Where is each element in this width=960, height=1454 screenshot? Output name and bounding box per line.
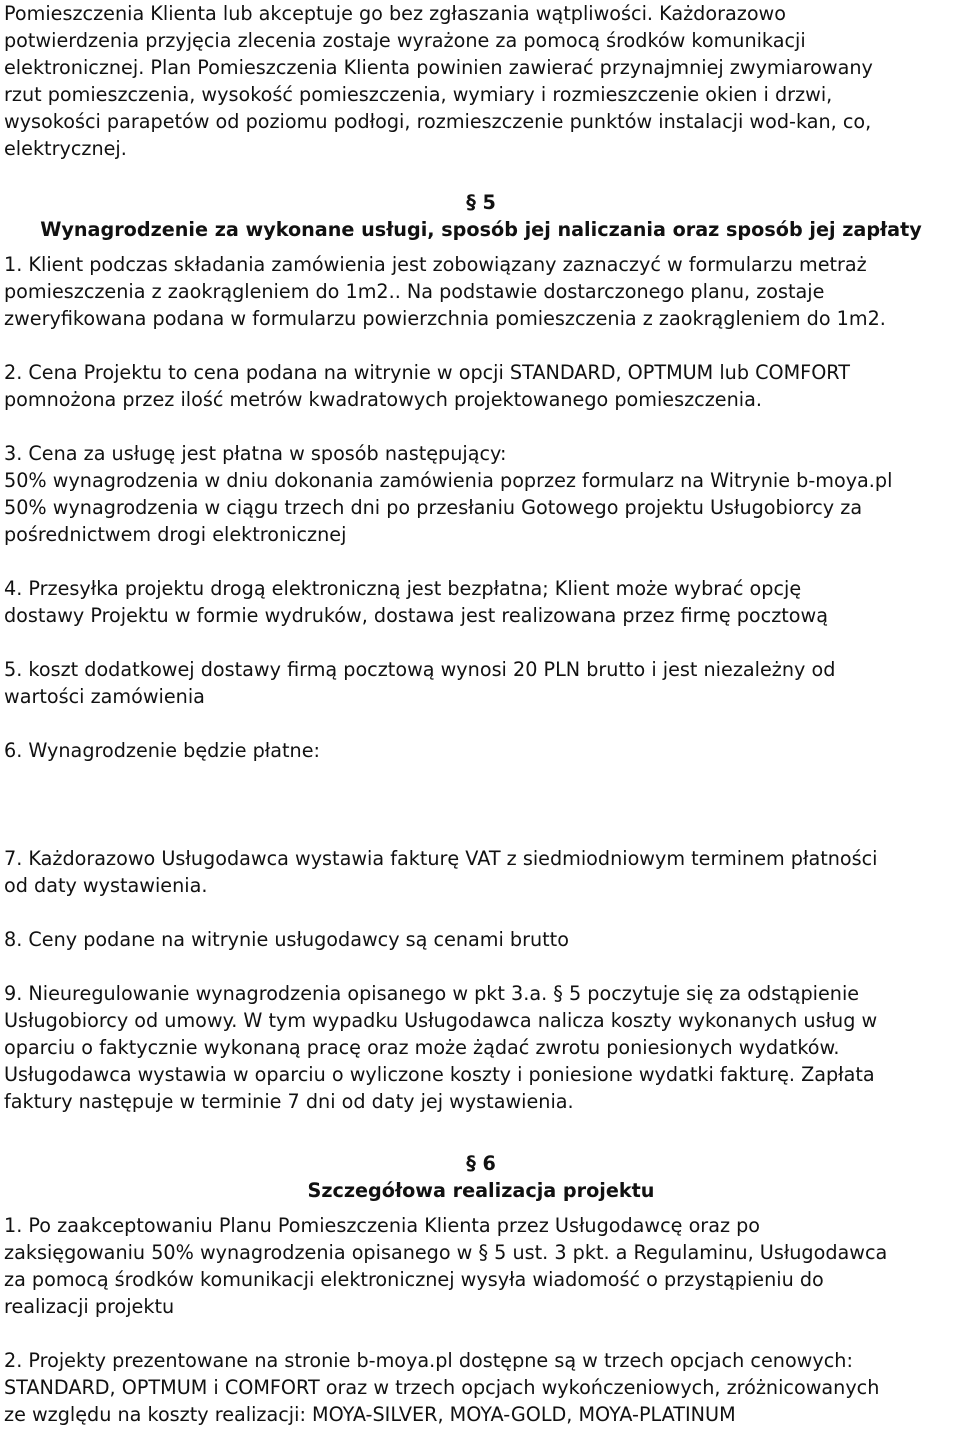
text-line: Pomieszczenia Klienta lub akceptuje go bez zgłaszania wątpliwości. Każdorazowo: [4, 2, 786, 25]
text-line: elektrycznej.: [4, 137, 127, 160]
text-line: Usługobiorcy od umowy. W tym wypadku Usługodawca nalicza koszty wykonanych usług w: [4, 1009, 878, 1032]
text-line: 5. koszt dodatkowej dostawy firmą pocztową wynosi 20 PLN brutto i jest niezależny od: [4, 658, 836, 681]
section-number: § 5: [466, 191, 496, 214]
text-line: 6. Wynagrodzenie będzie płatne:: [4, 739, 320, 762]
text-line: 2. Cena Projektu to cena podana na witrynie w opcji STANDARD, OPTMUM lub COMFORT: [4, 361, 850, 384]
section-5-point-2: [4, 359, 958, 413]
section-5-point-7: [4, 845, 958, 899]
text-line: faktury następuje w terminie 7 dni od daty jej wystawienia.: [4, 1090, 574, 1113]
document-page: [4, 0, 958, 1428]
text-line: za pomocą środków komunikacji elektronicznej wysyła wiadomość o przystąpieniu do: [4, 1268, 824, 1291]
text-line: 4. Przesyłka projektu drogą elektroniczną jest bezpłatna; Klient może wybrać opcję: [4, 577, 802, 600]
section-5-point-4: [4, 575, 958, 629]
text-line: 7. Każdorazowo Usługodawca wystawia fakturę VAT z siedmiodniowym terminem płatności: [4, 847, 878, 870]
text-line: STANDARD, OPTMUM i COMFORT oraz w trzech opcjach wykończeniowych, zróżnicowanych: [4, 1376, 880, 1399]
text-line: wartości zamówienia: [4, 685, 205, 708]
text-line: pośrednictwem drogi elektronicznej: [4, 523, 347, 546]
text-line: potwierdzenia przyjęcia zlecenia zostaje wyrażone za pomocą środków komunikacji: [4, 29, 806, 52]
section-6-point-1: [4, 1212, 958, 1320]
section-5-point-1: [4, 251, 958, 332]
section-5-point-8: [4, 926, 958, 953]
text-line: 3. Cena za usługę jest płatna w sposób następujący:: [4, 442, 507, 465]
text-line: 2. Projekty prezentowane na stronie b-moya.pl dostępne są w trzech opcjach cenowych:: [4, 1349, 853, 1372]
text-line: 1. Klient podczas składania zamówienia jest zobowiązany zaznaczyć w formularzu metraż: [4, 253, 867, 276]
text-line: zaksięgowaniu 50% wynagrodzenia opisanego w § 5 ust. 3 pkt. a Regulaminu, Usługodawca: [4, 1241, 888, 1264]
section-6-point-2: [4, 1347, 958, 1428]
text-line: pomnożona przez ilość metrów kwadratowych projektowanego pomieszczenia.: [4, 388, 762, 411]
text-line: zweryfikowana podana w formularzu powierzchnia pomieszczenia z zaokrągleniem do 1m2.: [4, 307, 886, 330]
section-5-point-3: [4, 440, 958, 548]
section-5-heading: [4, 189, 958, 243]
section-5-point-6: [4, 737, 958, 764]
section-title: Wynagrodzenie za wykonane usługi, sposób jej naliczania oraz sposób jej zapłaty: [40, 218, 922, 241]
text-line: 50% wynagrodzenia w dniu dokonania zamówienia poprzez formularz na Witrynie b-moya.pl: [4, 469, 893, 492]
intro-paragraph: [4, 0, 958, 162]
text-line: od daty wystawienia.: [4, 874, 208, 897]
text-line: realizacji projektu: [4, 1295, 175, 1318]
text-line: elektronicznej. Plan Pomieszczenia Klienta powinien zawierać przynajmniej zwymiarowany: [4, 56, 873, 79]
text-line: rzut pomieszczenia, wysokość pomieszczenia, wymiary i rozmieszczenie okien i drzwi,: [4, 83, 833, 106]
section-6-heading: [4, 1150, 958, 1204]
text-line: 50% wynagrodzenia w ciągu trzech dni po przesłaniu Gotowego projektu Usługobiorcy za: [4, 496, 863, 519]
text-line: 8. Ceny podane na witrynie usługodawcy są cenami brutto: [4, 928, 569, 951]
text-line: wysokości parapetów od poziomu podłogi, rozmieszczenie punktów instalacji wod-kan, co,: [4, 110, 872, 133]
text-line: 1. Po zaakceptowaniu Planu Pomieszczenia Klienta przez Usługodawcę oraz po: [4, 1214, 761, 1237]
section-5-point-5: [4, 656, 958, 710]
text-line: 9. Nieuregulowanie wynagrodzenia opisanego w pkt 3.a. § 5 poczytuje się za odstąpienie: [4, 982, 860, 1005]
section-5-point-9: [4, 980, 958, 1115]
text-line: dostawy Projektu w formie wydruków, dostawa jest realizowana przez firmę pocztową: [4, 604, 828, 627]
text-line: ze względu na koszty realizacji: MOYA-SILVER, MOYA-GOLD, MOYA-PLATINUM: [4, 1403, 736, 1426]
text-line: pomieszczenia z zaokrągleniem do 1m2.. Na podstawie dostarczonego planu, zostaje: [4, 280, 825, 303]
section-number: § 6: [466, 1152, 496, 1175]
text-line: oparciu o faktycznie wykonaną pracę oraz może żądać zwrotu poniesionych wydatków.: [4, 1036, 840, 1059]
section-title: Szczegółowa realizacja projektu: [307, 1179, 655, 1202]
text-line: Usługodawca wystawia w oparciu o wyliczone koszty i poniesione wydatki fakturę. Zapłata: [4, 1063, 875, 1086]
